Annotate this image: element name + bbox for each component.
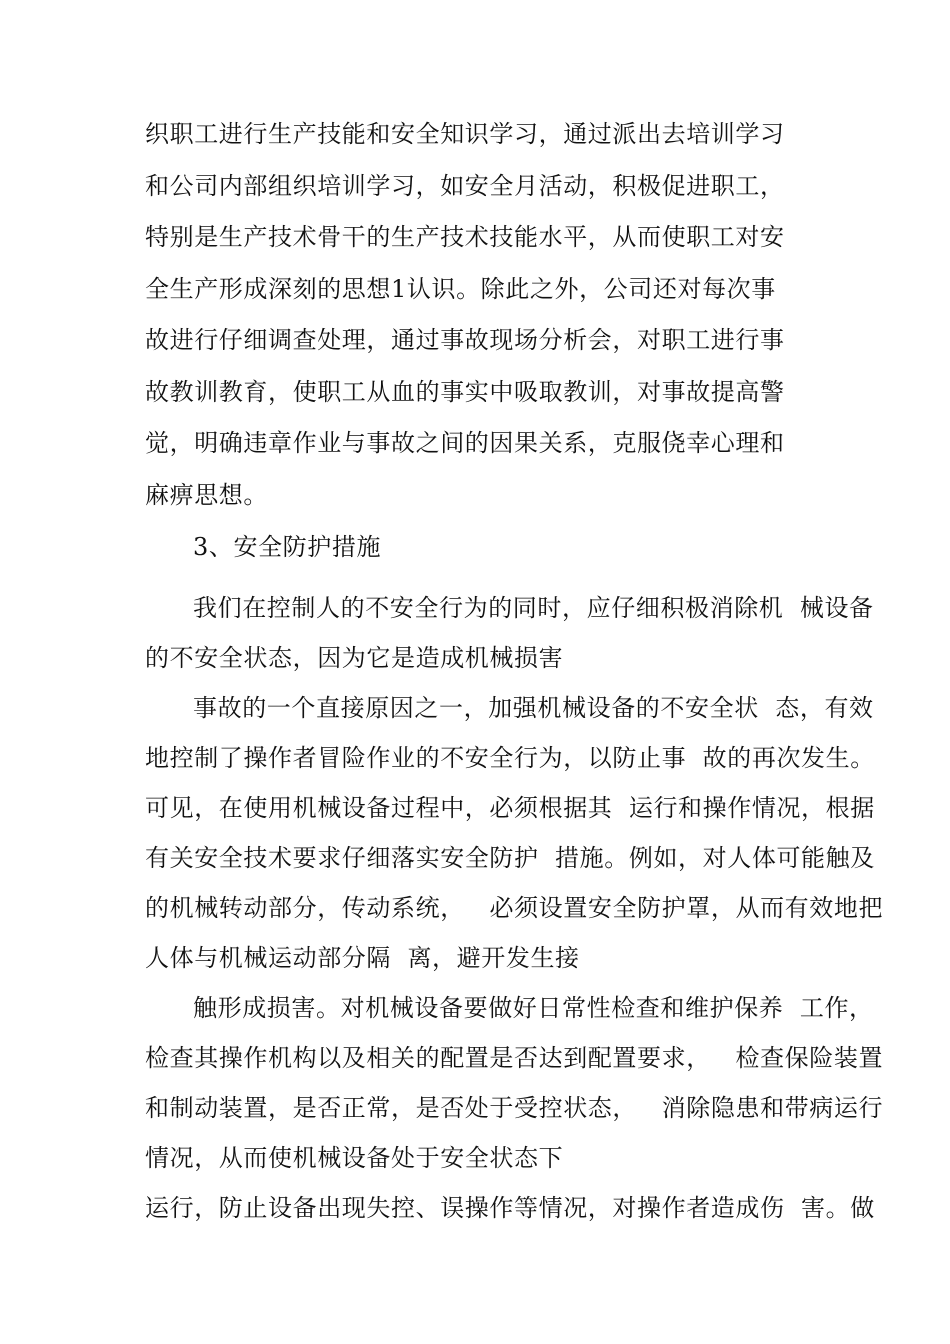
body-text-line: 情况，从而使机械设备处于安全状态下 bbox=[145, 1144, 564, 1172]
body-text-line: 可见，在使用机械设备过程中，必须根据其 运行和操作情况，根据 bbox=[145, 794, 875, 822]
body-text-line: 地控制了操作者冒险作业的不安全行为，以防止事 故的再次发生。 bbox=[145, 744, 875, 772]
body-text-line: 和公司内部组织培训学习，如安全月活动，积极促进职工， bbox=[145, 172, 785, 200]
body-text-line: 和制动装置，是否正常，是否处于受控状态， 消除隐患和带病运行 bbox=[145, 1094, 884, 1122]
section-heading: 3、安全防护措施 bbox=[193, 533, 382, 561]
body-text-line: 我们在控制人的不安全行为的同时，应仔细积极消除机 械设备 bbox=[193, 594, 874, 622]
body-text-line: 特别是生产技术骨干的生产技术技能水平，从而使职工对安 bbox=[145, 223, 785, 251]
body-text-line: 人体与机械运动部分隔 离，避开发生接 bbox=[145, 944, 580, 972]
body-text-line: 故进行仔细调查处理，通过事故现场分析会，对职工进行事 bbox=[145, 326, 785, 354]
body-text-line: 运行，防止设备出现失控、误操作等情况，对操作者造成伤 害。做 bbox=[145, 1194, 875, 1222]
body-text-line: 事故的一个直接原因之一，加强机械设备的不安全状 态，有效 bbox=[193, 694, 874, 722]
body-text-line: 觉，明确违章作业与事故之间的因果关系，克服侥幸心理和 bbox=[145, 429, 785, 457]
body-text-line: 的机械转动部分，传动系统， 必须设置安全防护罩，从而有效地把 bbox=[145, 894, 884, 922]
body-text-line: 检查其操作机构以及相关的配置是否达到配置要求， 检查保险装置 bbox=[145, 1044, 884, 1072]
body-text-line: 麻痹思想。 bbox=[145, 481, 268, 509]
body-text-line: 有关安全技术要求仔细落实安全防护 措施。例如，对人体可能触及 bbox=[145, 844, 875, 872]
body-text-line: 的不安全状态，因为它是造成机械损害 bbox=[145, 644, 564, 672]
body-text-line: 触形成损害。对机械设备要做好日常性检查和维护保养 工作， bbox=[193, 994, 874, 1022]
body-text-line: 故教训教育，使职工从血的事实中吸取教训，对事故提高警 bbox=[145, 378, 785, 406]
body-text-line: 织职工进行生产技能和安全知识学习，通过派出去培训学习 bbox=[145, 120, 785, 148]
body-text-line: 全生产形成深刻的思想1认识。除此之外，公司还对每次事 bbox=[145, 275, 776, 303]
